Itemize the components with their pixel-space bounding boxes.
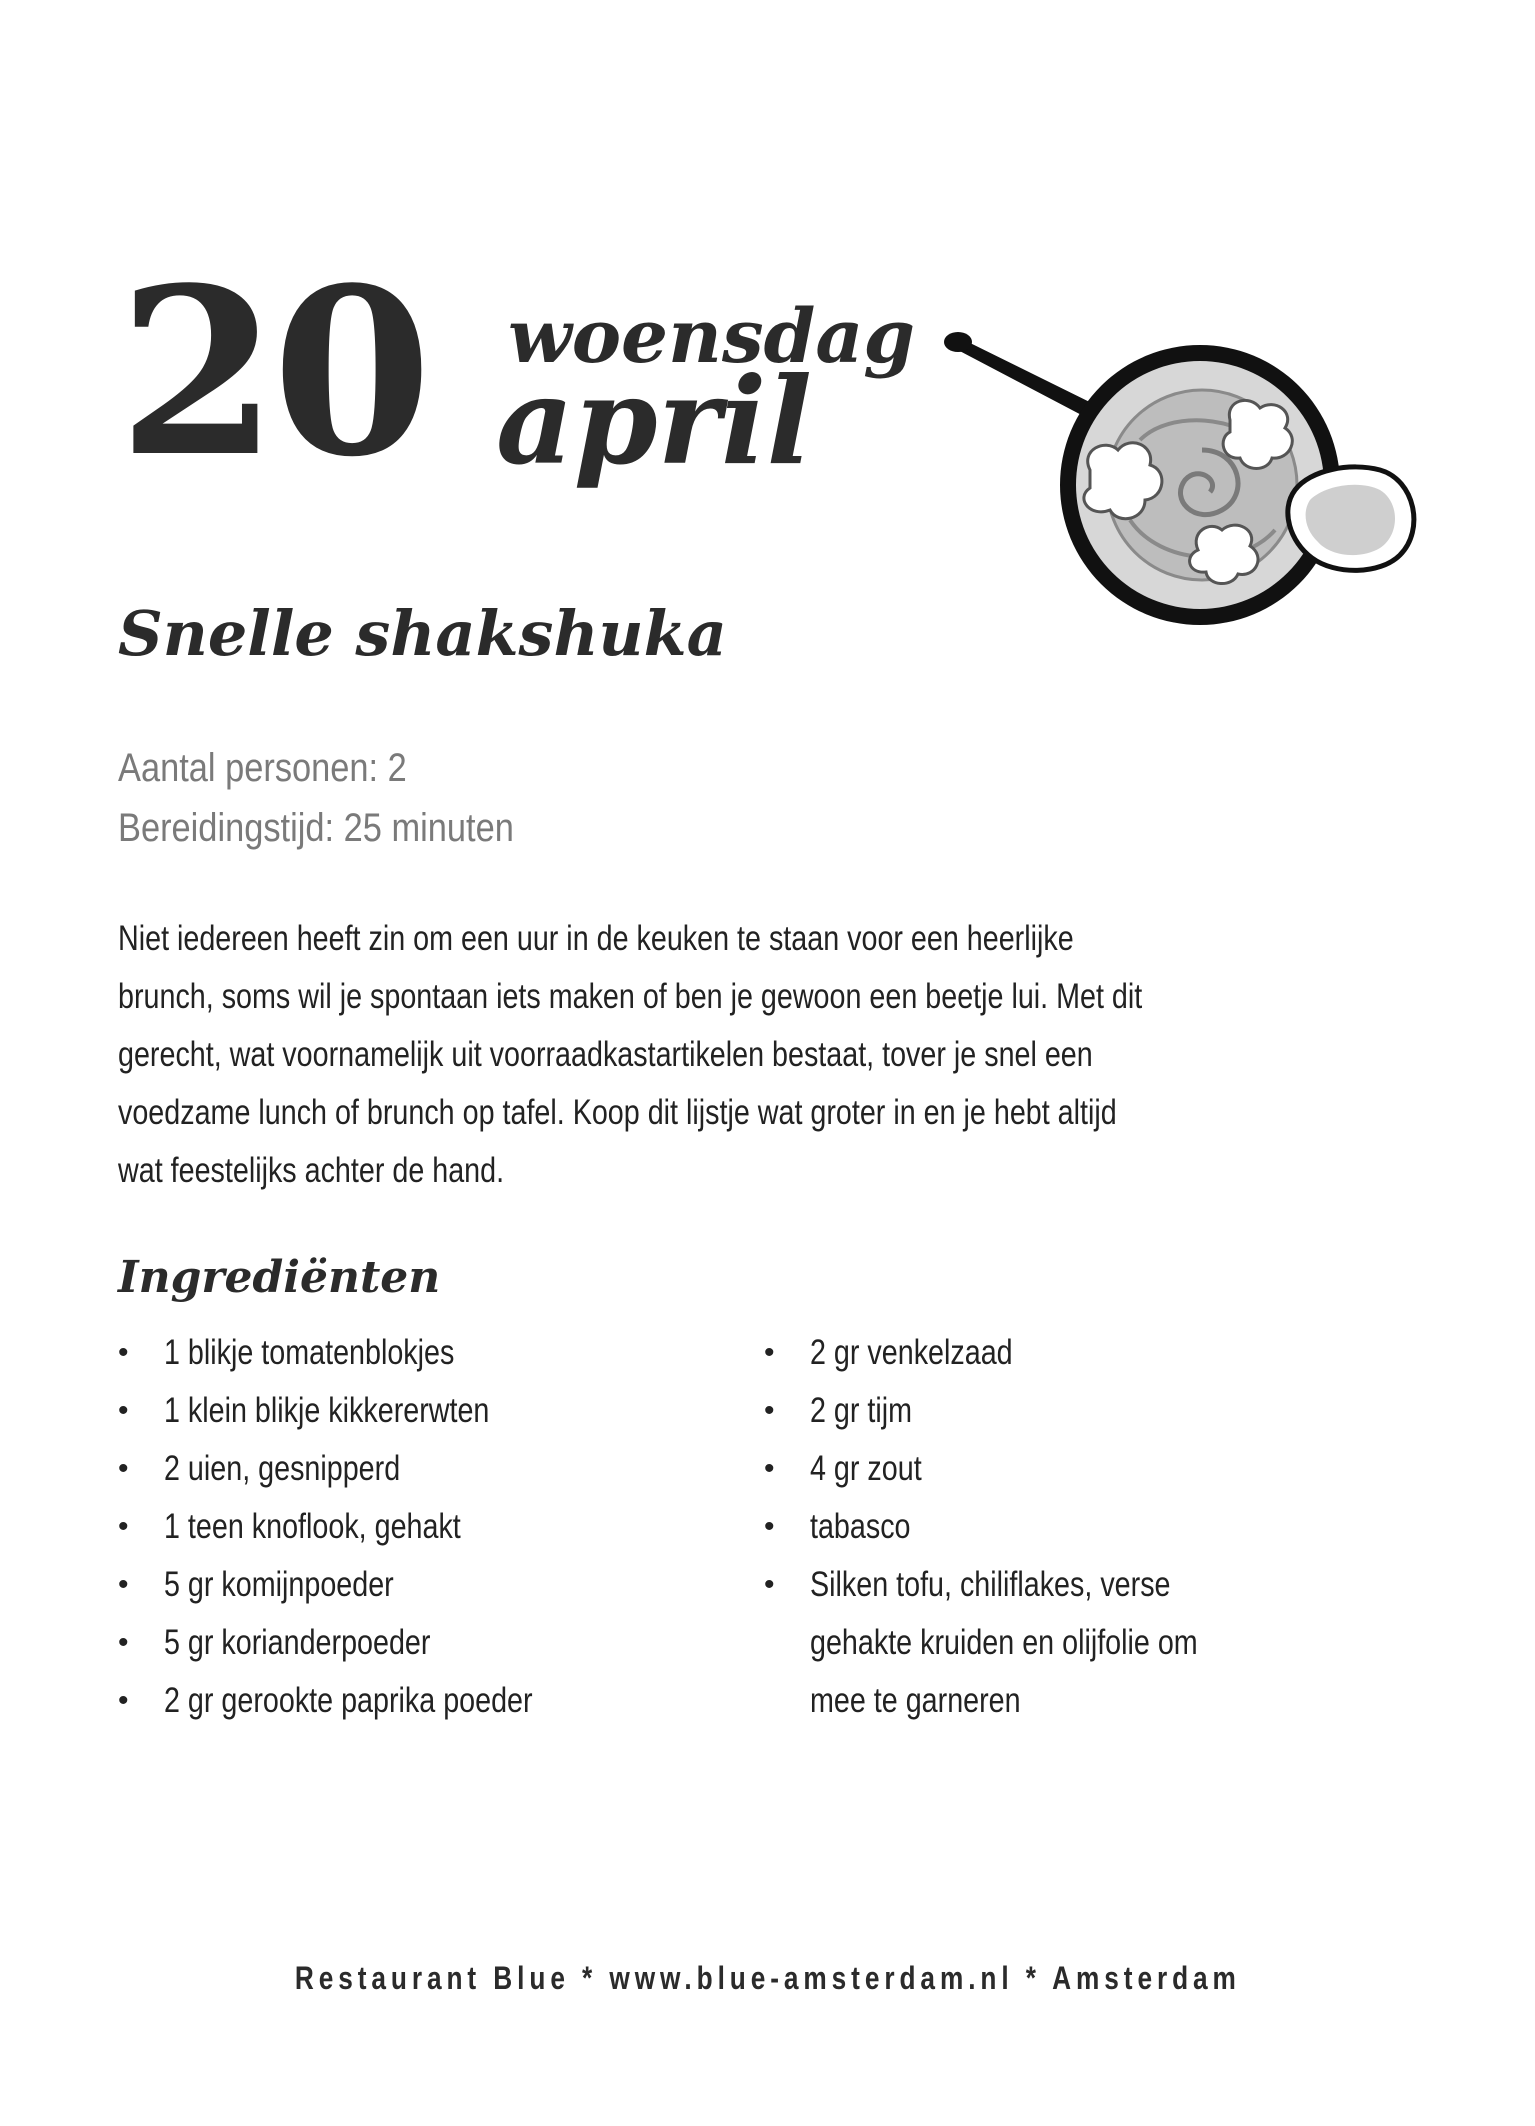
intro-line: brunch, soms wil je spontaan iets maken of ben je gewoon een beetje lui. Met dit: [118, 977, 1143, 1016]
recipe-meta: [118, 738, 578, 858]
intro-line: gerecht, wat voornamelijk uit voorraadkastartikelen bestaat, tover je snel een: [118, 1035, 1093, 1074]
intro-line: wat feestelijks achter de hand.: [118, 1151, 505, 1190]
ingredients-heading: Ingrediënten: [118, 1252, 441, 1303]
bullet-icon: •: [118, 1568, 129, 1601]
date-weekday: woensdag: [508, 294, 916, 380]
list-item: • 5 gr komijnpoeder: [118, 1556, 613, 1614]
list-item: • 2 gr tijm: [764, 1382, 1283, 1440]
footer: [0, 1960, 1535, 1997]
prep-time: Bereidingstijd: 25 minuten: [118, 806, 514, 850]
ingredients-list-right: [764, 1324, 1283, 1730]
bullet-icon: •: [118, 1684, 129, 1717]
intro-line: Niet iedereen heeft zin om een uur in de keuken te staan voor een heerlijke: [118, 919, 1074, 958]
bullet-icon: •: [118, 1510, 129, 1543]
list-item: • 5 gr korianderpoeder: [118, 1614, 613, 1672]
list-item: • Silken tofu, chiliflakes, verse: [764, 1556, 1283, 1614]
bullet-icon: •: [118, 1394, 129, 1427]
bullet-icon: •: [764, 1452, 775, 1485]
servings: Aantal personen: 2: [118, 746, 407, 790]
intro-line: voedzame lunch of brunch op tafel. Koop dit lijstje wat groter in en je hebt altijd: [118, 1093, 1117, 1132]
list-item: • 2 gr venkelzaad: [764, 1324, 1283, 1382]
bullet-icon: •: [764, 1568, 775, 1601]
list-item: • 4 gr zout: [764, 1440, 1283, 1498]
bullet-icon: •: [118, 1452, 129, 1485]
footer-text: Restaurant Blue * www.blue-amsterdam.nl * Amsterdam: [294, 1960, 1241, 1996]
bullet-icon: •: [118, 1626, 129, 1659]
list-item: • 1 klein blikje kikkererwten: [118, 1382, 613, 1440]
list-item-continued: mee te garneren: [810, 1681, 1021, 1720]
bullet-icon: •: [764, 1336, 775, 1369]
list-item: • 2 gr gerookte paprika poeder: [118, 1672, 613, 1730]
bullet-icon: •: [764, 1510, 775, 1543]
list-item: • 1 blikje tomatenblokjes: [118, 1324, 613, 1382]
recipe-title: Snelle shakshuka: [118, 597, 727, 670]
list-item: • 1 teen knoflook, gehakt: [118, 1498, 613, 1556]
list-item-continued: gehakte kruiden en olijfolie om: [810, 1623, 1198, 1662]
list-item: • tabasco: [764, 1498, 1283, 1556]
date-month: april: [496, 351, 813, 492]
bullet-icon: •: [118, 1336, 129, 1369]
ingredients-list-left: [118, 1324, 613, 1730]
bullet-icon: •: [764, 1394, 775, 1427]
frying-pan-icon: [940, 320, 1440, 630]
intro-paragraph: [118, 910, 1535, 1200]
list-item: • 2 uien, gesnipperd: [118, 1440, 613, 1498]
date-day-number: 20: [118, 238, 427, 508]
